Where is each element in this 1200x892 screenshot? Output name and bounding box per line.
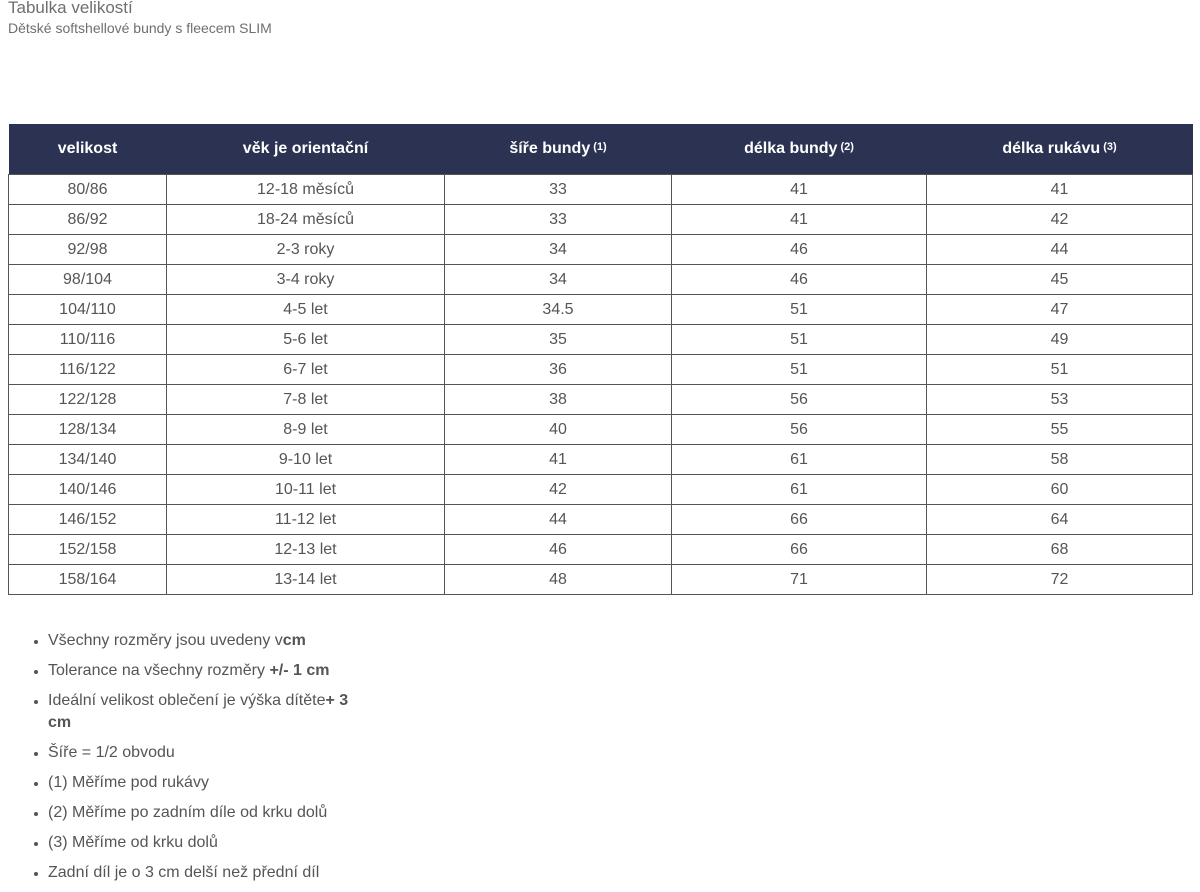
size-cell: 122/128 [9,385,167,415]
age-cell: 9-10 let [167,445,445,475]
width-cell: 34.5 [445,295,672,325]
sleeve-cell: 53 [927,385,1193,415]
length-cell: 51 [672,295,927,325]
table-row [9,565,1193,595]
size-cell: 128/134 [9,415,167,445]
length-cell: 71 [672,565,927,595]
age-cell: 13-14 let [167,565,445,595]
sleeve-cell: 45 [927,265,1193,295]
table-row [9,535,1193,565]
table-row [9,385,1193,415]
size-cell: 104/110 [9,295,167,325]
note-item [48,832,368,854]
column-header-note: (3) [1103,141,1117,153]
column-header-label: délka rukávu [1002,140,1101,157]
sleeve-cell: 68 [927,535,1193,565]
width-cell: 33 [445,175,672,205]
note-item [48,660,368,682]
width-cell: 36 [445,355,672,385]
table-row [9,445,1193,475]
notes-list [30,630,368,892]
note-text: Tolerance na všechny rozměry [48,662,270,679]
column-header-label: šíře bundy [509,140,591,157]
table-row [9,505,1193,535]
size-table [8,124,1193,595]
table-row [9,325,1193,355]
column-header-note: (2) [840,141,854,153]
note-item [48,772,368,794]
age-cell: 4-5 let [167,295,445,325]
note-text: Zadní díl je o 3 cm delší než přední díl [48,864,320,881]
note-item [48,802,368,824]
width-cell: 34 [445,265,672,295]
size-cell: 158/164 [9,565,167,595]
age-cell: 7-8 let [167,385,445,415]
column-header-note: (1) [593,141,607,153]
length-cell: 51 [672,325,927,355]
note-text: (2) Měříme po zadním díle od krku dolů [48,804,328,821]
table-row [9,205,1193,235]
note-item [48,630,368,652]
column-header-age [167,124,445,175]
table-row [9,265,1193,295]
width-cell: 46 [445,535,672,565]
length-cell: 46 [672,265,927,295]
width-cell: 34 [445,235,672,265]
sleeve-cell: 64 [927,505,1193,535]
length-cell: 46 [672,235,927,265]
note-text: Ideální velikost oblečení je výška dítěte [48,692,326,709]
size-cell: 110/116 [9,325,167,355]
table-header-row [9,124,1193,175]
size-cell: 116/122 [9,355,167,385]
size-cell: 98/104 [9,265,167,295]
note-text: Šíře = 1/2 obvodu [48,744,175,761]
age-cell: 11-12 let [167,505,445,535]
note-item [48,690,368,734]
sleeve-cell: 51 [927,355,1193,385]
column-header-sleeve [927,124,1193,175]
size-cell: 134/140 [9,445,167,475]
length-cell: 66 [672,505,927,535]
sleeve-cell: 41 [927,175,1193,205]
sleeve-cell: 58 [927,445,1193,475]
size-cell: 86/92 [9,205,167,235]
size-cell: 140/146 [9,475,167,505]
column-header-label: velikost [57,140,118,157]
length-cell: 51 [672,355,927,385]
column-header-label: věk je orientační [242,140,369,157]
age-cell: 6-7 let [167,355,445,385]
length-cell: 66 [672,535,927,565]
column-header-length [672,124,927,175]
table-row [9,475,1193,505]
width-cell: 48 [445,565,672,595]
size-cell: 92/98 [9,235,167,265]
length-cell: 56 [672,415,927,445]
width-cell: 33 [445,205,672,235]
size-cell: 152/158 [9,535,167,565]
age-cell: 12-18 měsíců [167,175,445,205]
sleeve-cell: 49 [927,325,1193,355]
age-cell: 5-6 let [167,325,445,355]
length-cell: 41 [672,205,927,235]
age-cell: 18-24 měsíců [167,205,445,235]
page-subtitle: Dětské softshellové bundy s fleecem SLIM [8,20,272,36]
table-row [9,295,1193,325]
length-cell: 41 [672,175,927,205]
sleeve-cell: 42 [927,205,1193,235]
note-item [48,862,368,884]
note-text: (1) Měříme pod rukávy [48,774,209,791]
table-body [9,175,1193,595]
table-row [9,415,1193,445]
age-cell: 8-9 let [167,415,445,445]
length-cell: 61 [672,445,927,475]
age-cell: 3-4 roky [167,265,445,295]
note-text: Všechny rozměry jsou uvedeny v [48,632,283,649]
age-cell: 2-3 roky [167,235,445,265]
age-cell: 10-11 let [167,475,445,505]
sleeve-cell: 55 [927,415,1193,445]
note-text: (3) Měříme od krku dolů [48,834,218,851]
width-cell: 40 [445,415,672,445]
table-row [9,175,1193,205]
sleeve-cell: 72 [927,565,1193,595]
note-emphasis: +/- 1 cm [269,662,330,679]
size-cell: 80/86 [9,175,167,205]
sleeve-cell: 47 [927,295,1193,325]
note-emphasis: cm [282,632,306,649]
width-cell: 42 [445,475,672,505]
length-cell: 61 [672,475,927,505]
column-header-size [9,124,167,175]
width-cell: 41 [445,445,672,475]
width-cell: 38 [445,385,672,415]
note-emphasis: + 3 cm [48,692,349,731]
size-cell: 146/152 [9,505,167,535]
length-cell: 56 [672,385,927,415]
sleeve-cell: 60 [927,475,1193,505]
width-cell: 35 [445,325,672,355]
table-row [9,355,1193,385]
column-header-width [445,124,672,175]
width-cell: 44 [445,505,672,535]
age-cell: 12-13 let [167,535,445,565]
note-item [48,742,368,764]
table-row [9,235,1193,265]
sleeve-cell: 44 [927,235,1193,265]
page-title: Tabulka velikostí [8,0,133,17]
column-header-label: délka bundy [744,140,838,157]
